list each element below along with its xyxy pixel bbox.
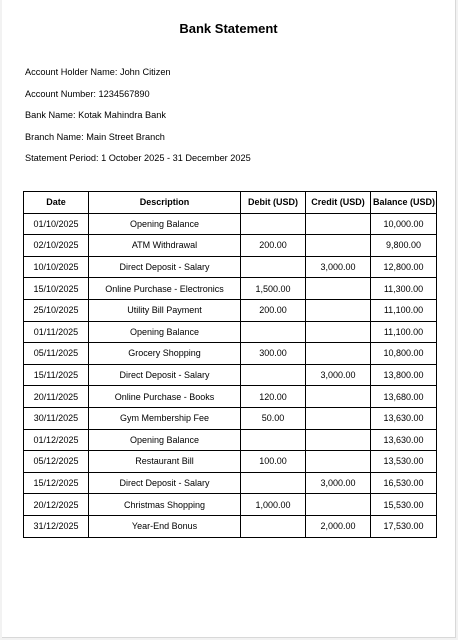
cell-description: Opening Balance [89,429,241,451]
cell-credit: 3,000.00 [306,256,371,278]
table-row [24,278,437,300]
cell-date: 01/12/2025 [24,429,89,451]
transactions-table [23,191,437,538]
cell-debit [241,515,306,537]
cell-credit [306,343,371,365]
cell-balance: 11,100.00 [371,321,437,343]
table-row [24,256,437,278]
cell-description: Opening Balance [89,321,241,343]
cell-description: Direct Deposit - Salary [89,364,241,386]
cell-debit [241,429,306,451]
table-row [24,364,437,386]
cell-balance: 13,800.00 [371,364,437,386]
cell-balance: 13,630.00 [371,407,437,429]
table-row [24,386,437,408]
cell-date: 02/10/2025 [24,235,89,257]
statement-period: Statement Period: 1 October 2025 - 31 December 2025 [25,153,251,163]
cell-credit: 3,000.00 [306,364,371,386]
cell-description: Year-End Bonus [89,515,241,537]
cell-date: 20/12/2025 [24,494,89,516]
cell-credit [306,278,371,300]
account-holder: Account Holder Name: John Citizen [25,67,171,77]
table-row [24,429,437,451]
table-row [24,235,437,257]
cell-date: 10/10/2025 [24,256,89,278]
cell-date: 20/11/2025 [24,386,89,408]
account-number: Account Number: 1234567890 [25,88,150,99]
cell-debit: 120.00 [241,386,306,408]
table-row [24,343,437,365]
cell-description: Opening Balance [89,213,241,235]
account-info [25,66,251,174]
cell-debit [241,213,306,235]
cell-balance: 12,800.00 [371,256,437,278]
bank-name: Bank Name: Kotak Mahindra Bank [25,110,166,120]
table-row [24,213,437,235]
table-row [24,407,437,429]
cell-description: Online Purchase - Books [89,386,241,408]
cell-credit [306,451,371,473]
table-row [24,451,437,473]
page-title: Bank Statement [179,21,278,36]
cell-debit [241,472,306,494]
cell-balance: 17,530.00 [371,515,437,537]
cell-credit [306,299,371,321]
cell-credit: 2,000.00 [306,515,371,537]
column-header-date: Date [24,192,89,214]
statement-page [2,0,456,638]
table-row [24,494,437,516]
table-row [24,472,437,494]
cell-balance: 11,100.00 [371,299,437,321]
cell-balance: 10,000.00 [371,213,437,235]
cell-date: 25/10/2025 [24,299,89,321]
cell-date: 15/11/2025 [24,364,89,386]
cell-debit [241,321,306,343]
cell-credit [306,494,371,516]
cell-credit [306,386,371,408]
cell-balance: 16,530.00 [371,472,437,494]
cell-debit: 300.00 [241,343,306,365]
table-row [24,515,437,537]
cell-balance: 13,530.00 [371,451,437,473]
cell-debit: 200.00 [241,299,306,321]
table-row [24,299,437,321]
cell-description: Direct Deposit - Salary [89,472,241,494]
column-header-balance: Balance (USD) [371,192,437,214]
table-row [24,321,437,343]
cell-date: 05/12/2025 [24,451,89,473]
cell-date: 01/11/2025 [24,321,89,343]
cell-credit [306,321,371,343]
cell-balance: 9,800.00 [371,235,437,257]
cell-debit [241,256,306,278]
cell-debit: 1,000.00 [241,494,306,516]
cell-credit [306,235,371,257]
cell-description: ATM Withdrawal [89,235,241,257]
cell-date: 01/10/2025 [24,213,89,235]
cell-credit [306,407,371,429]
cell-date: 15/10/2025 [24,278,89,300]
cell-debit [241,364,306,386]
column-header-description: Description [89,192,241,214]
cell-debit: 50.00 [241,407,306,429]
cell-description: Christmas Shopping [89,494,241,516]
cell-balance: 11,300.00 [371,278,437,300]
cell-credit [306,213,371,235]
cell-description: Restaurant Bill [89,451,241,473]
table-header-row [24,192,437,214]
cell-debit: 100.00 [241,451,306,473]
cell-debit: 200.00 [241,235,306,257]
column-header-credit: Credit (USD) [306,192,371,214]
cell-balance: 15,530.00 [371,494,437,516]
cell-balance: 13,630.00 [371,429,437,451]
cell-description: Grocery Shopping [89,343,241,365]
cell-description: Direct Deposit - Salary [89,256,241,278]
cell-date: 31/12/2025 [24,515,89,537]
branch-name: Branch Name: Main Street Branch [25,131,165,142]
cell-debit: 1,500.00 [241,278,306,300]
column-header-debit: Debit (USD) [241,192,306,214]
cell-description: Online Purchase - Electronics [89,278,241,300]
cell-credit: 3,000.00 [306,472,371,494]
cell-description: Gym Membership Fee [89,407,241,429]
table-body [24,213,437,537]
cell-balance: 10,800.00 [371,343,437,365]
cell-date: 15/12/2025 [24,472,89,494]
cell-description: Utility Bill Payment [89,299,241,321]
cell-date: 30/11/2025 [24,407,89,429]
cell-balance: 13,680.00 [371,386,437,408]
cell-date: 05/11/2025 [24,343,89,365]
cell-credit [306,429,371,451]
